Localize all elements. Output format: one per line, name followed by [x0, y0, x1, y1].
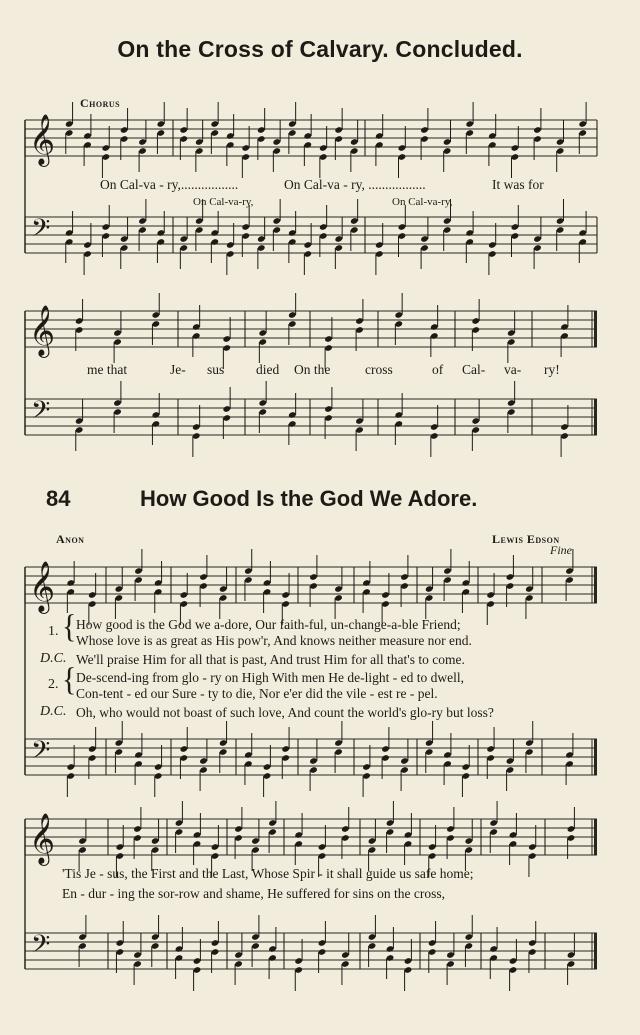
hymn-number: 84 [46, 486, 71, 511]
dc-line-2: Oh, who would not boast of such love, And count the world's glo-ry but loss? [76, 705, 494, 720]
verse2-line2: Con-tent - ed our Sure - ty to die, Nor e'er did the vile - est re - pel. [76, 686, 438, 701]
system-1-bass-clef: 𝄢 [31, 214, 51, 249]
system-2-bass-final-thick [594, 399, 597, 435]
chorus-label: Chorus [80, 96, 121, 110]
dc-line-1: We'll praise Him for all that is past, And trust Him for all that's to come. [76, 652, 465, 667]
system-3-bass-final-thick [594, 739, 597, 775]
system-3-treble-clef: 𝄞 [29, 561, 56, 612]
words-credit: Anon [56, 532, 85, 546]
refrain-line2: En - dur - ing the sor-row and shame, He suffered for sins on the cross, [62, 886, 446, 901]
chorus2-lyric-5: On the [294, 362, 331, 377]
system-4-bass-final-thick [594, 933, 597, 969]
verse1-brace: { [62, 608, 77, 645]
verse1-line1: How good is the God we a-dore, Our faith-ful, un-change-a-ble Friend; [76, 617, 461, 632]
chorus2-lyric-6: cross [365, 362, 393, 377]
chorus-echo-1: On Cal-va-ry, [193, 196, 254, 208]
system-4-treble-final-thick [594, 819, 597, 855]
hymn-title: How Good Is the God We Adore. [140, 486, 478, 511]
system-2-treble-clef: 𝄞 [29, 305, 56, 356]
verse1-number: 1. [48, 624, 59, 639]
system-3-treble-final-thick [594, 567, 597, 603]
chorus-lyric-1: On Cal-va - ry,................. [100, 177, 239, 192]
chorus2-lyric-10: ry! [544, 362, 560, 377]
chorus2-lyric-7: of [432, 362, 444, 377]
system-3-bass-clef: 𝄢 [31, 736, 51, 771]
system-4-treble-clef: 𝄞 [29, 813, 56, 864]
fine-mark: Fine [550, 543, 572, 557]
chorus2-lyric-3: sus [207, 362, 225, 377]
chorus2-lyric-1: me that [87, 362, 128, 377]
verse2-number: 2. [48, 677, 59, 692]
chorus-echo-2: On Cal-va-ry, [392, 196, 453, 208]
chorus2-lyric-8: Cal- [462, 362, 486, 377]
verse2-brace: { [62, 661, 77, 698]
chorus-lyric-3: It was for [492, 177, 544, 192]
chorus2-lyric-2: Je- [170, 362, 186, 377]
refrain-line1: 'Tis Je - sus, the First and the Last, Whose Spir - it shall guide us safe home; [62, 866, 474, 881]
top-title: On the Cross of Calvary. Concluded. [117, 36, 523, 62]
verse2-line1: De-scend-ing from glo - ry on High With men He de-light - ed to dwell, [76, 670, 464, 685]
system-2-treble-final-thick [594, 311, 597, 347]
chorus2-lyric-4: died [256, 362, 280, 377]
chorus2-lyric-9: va- [504, 362, 522, 377]
music-credit: Lewis Edson [492, 532, 560, 546]
system-2-bass-clef: 𝄢 [31, 396, 51, 431]
verse1-line2: Whose love is as great as His pow'r, And knows neither measure nor end. [76, 633, 472, 648]
system-4-bass-clef: 𝄢 [31, 930, 51, 965]
dc-label-1: D.C. [40, 651, 67, 666]
system-1-treble-clef: 𝄞 [29, 114, 56, 165]
chorus-lyric-2: On Cal-va - ry, ................. [284, 177, 426, 192]
dc-label-2: D.C. [40, 704, 67, 719]
